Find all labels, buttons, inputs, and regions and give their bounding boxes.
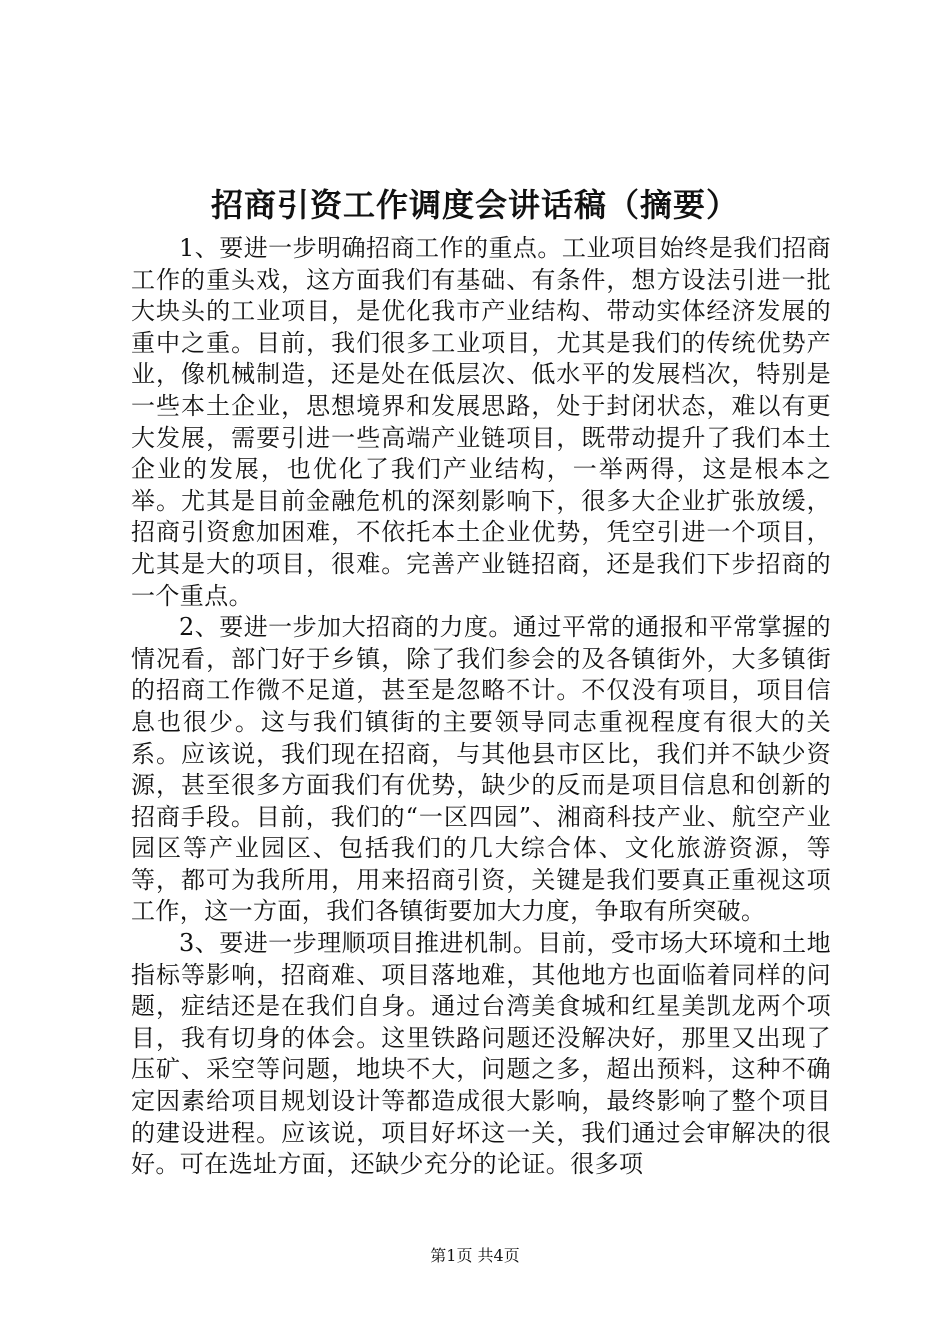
paragraph-3: 3、要进一步理顺项目推进机制。目前，受市场大环境和土地指标等影响，招商难、项目落地难，其他地方也面临着同样的问题，症结还是在我们自身。通过台湾美食城和红星美凯龙两个项目，我有切身的体会。这里铁路问题还没解决好，那里又出现了压矿、采空等问题，地块不大，问题之多，超出预料，这种不确定因素给项目规划设计等都造成很大影响，最终影响了整个项目的建设进程。应该说，项目好坏这一关，我们通过会审解决的很好。可在选址方面，还缺少充分的论证。很多项	[131, 929, 831, 1179]
page-footer: 第1页 共4页	[430, 1246, 520, 1265]
document-title: 招商引资工作调度会讲话稿（摘要）	[210, 186, 739, 224]
paragraph-1: 1、要进一步明确招商工作的重点。工业项目始终是我们招商工作的重头戏，这方面我们有基础、有条件，想方设法引进一批大块头的工业项目，是优化我市产业结构、带动实体经济发展的重中之重。目前，我们很多工业项目，尤其是我们的传统优势产业，像机械制造，还是处在低层次、低水平的发展档次，特别是一些本土企业，思想境界和发展思路，处于封闭状态，难以有更大发展，需要引进一些高端产业链项目，既带动提升了我们本土企业的发展，也优化了我们产业结构，一举两得，这是根本之举。尤其是目前金融危机的深刻影响下，很多大企业扩张放缓，招商引资愈加困难，不依托本土企业优势，凭空引进一个项目，尤其是大的项目，很难。完善产业链招商，还是我们下步招商的一个重点。	[131, 234, 831, 610]
paragraph-2: 2、要进一步加大招商的力度。通过平常的通报和平常掌握的情况看，部门好于乡镇，除了我们参会的及各镇街外，大多镇街的招商工作微不足道，甚至是忽略不计。不仅没有项目，项目信息也很少。这与我们镇街的主要领导同志重视程度有很大的关系。应该说，我们现在招商，与其他县市区比，我们并不缺少资源，甚至很多方面我们有优势，缺少的反而是项目信息和创新的招商手段。目前，我们的“一区四园”、湘商科技产业、航空产业园区等产业园区、包括我们的几大综合体、文化旅游资源，等等，都可为我所用，用来招商引资，关键是我们要真正重视这项工作，这一方面，我们各镇街要加大力度，争取有所突破。	[131, 613, 831, 926]
document-body	[131, 233, 831, 1181]
